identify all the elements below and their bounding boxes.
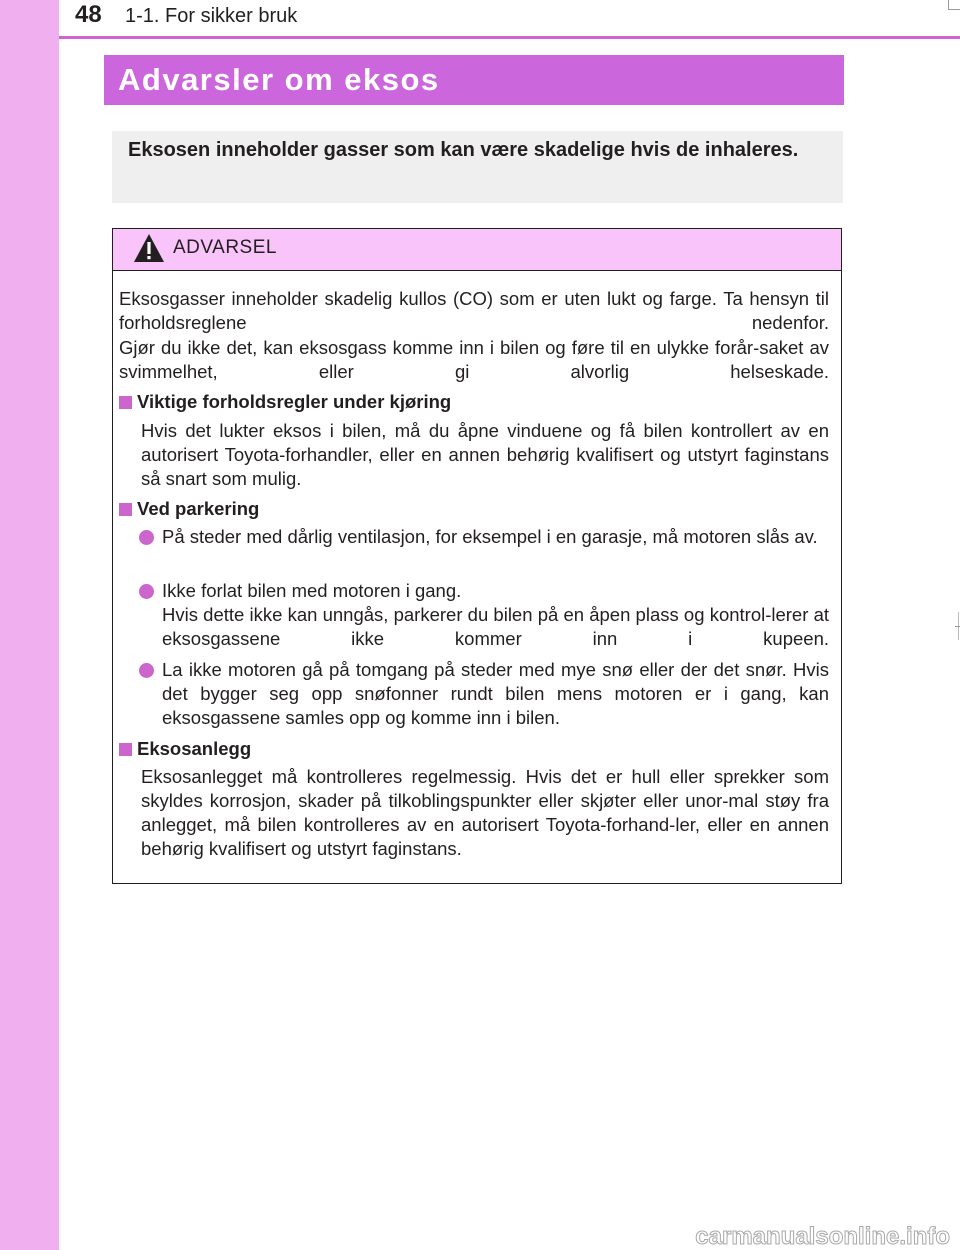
warning-title: ADVARSEL xyxy=(173,237,277,258)
square-bullet-icon xyxy=(119,503,132,516)
warning-header xyxy=(113,229,841,271)
list-item: På steder med dårlig ventilasjon, for eksempel i en garasje, må motoren slås av. xyxy=(119,525,829,549)
warning-box xyxy=(112,228,842,884)
square-bullet-icon xyxy=(119,396,132,409)
page-title-bar xyxy=(104,55,844,105)
section-label: 1-1. For sikker bruk xyxy=(125,5,298,27)
intro-text: Eksosen inneholder gasser som kan være skadelige hvis de inhaleres. xyxy=(128,139,799,161)
warning-triangle-icon xyxy=(133,233,165,263)
list-item: La ikke motoren gå på tomgang på steder med mye snø eller der det snør. Hvis det bygger seg opp snøfonner rundt bilen mens motoren er i gang, kan eksosgassene samles opp og komme inn i bilen. xyxy=(119,658,829,730)
subsection-text: Hvis det lukter eksos i bilen, må du åpne vinduene og få bilen kontrollert av en autorisert Toyota-forhandler, eller en annen behørig kvalifisert og utstyrt faginstans så snart som mulig. xyxy=(141,420,829,489)
crop-mark xyxy=(948,9,960,10)
round-bullet-icon xyxy=(139,584,154,599)
list-item: Ikke forlat bilen med motoren i gang. Hvis dette ikke kan unngås, parkerer du bilen på en åpen plass og kontrol-lerer at eksosgassene ikke kommer inn i kupeen. xyxy=(119,579,829,651)
subsection-heading: Eksosanlegg xyxy=(119,737,829,761)
page-title: Advarsler om eksos xyxy=(118,62,440,97)
warning-paragraph: Gjør du ikke det, kan eksosgass komme inn i bilen og føre til en ulykke forår-saket av svimmelhet, eller gi alvorlig helseskade. xyxy=(119,337,829,382)
warning-paragraph: Eksosgasser inneholder skadelig kullos (CO) som er uten lukt og farge. Ta hensyn til forholdsreglene nedenfor. xyxy=(119,288,829,333)
subsection-heading: Viktige forholdsregler under kjøring xyxy=(119,390,829,414)
crop-mark xyxy=(955,626,960,627)
round-bullet-icon xyxy=(139,530,154,545)
header-rule xyxy=(59,36,960,39)
intro-box xyxy=(112,131,843,203)
square-bullet-icon xyxy=(119,743,132,756)
page-number: 48 xyxy=(75,1,102,28)
round-bullet-icon xyxy=(139,663,154,678)
svg-text:carmanualsonline.info: carmanualsonline.info xyxy=(695,1223,950,1250)
watermark xyxy=(680,1218,955,1250)
page-sidebar-tab xyxy=(0,0,59,1250)
subsection-heading: Ved parkering xyxy=(119,497,829,521)
subsection-text: Eksosanlegget må kontrolleres regelmessig. Hvis det er hull eller sprekker som skyldes korrosjon, skader på tilkoblingspunkter eller skjøter eller unor-mal støy fra anlegget, må bilen kontrolleres av en autorisert Toyota-forhand-ler, eller en annen behørig kvalifisert og utstyrt faginstans. xyxy=(141,766,829,859)
